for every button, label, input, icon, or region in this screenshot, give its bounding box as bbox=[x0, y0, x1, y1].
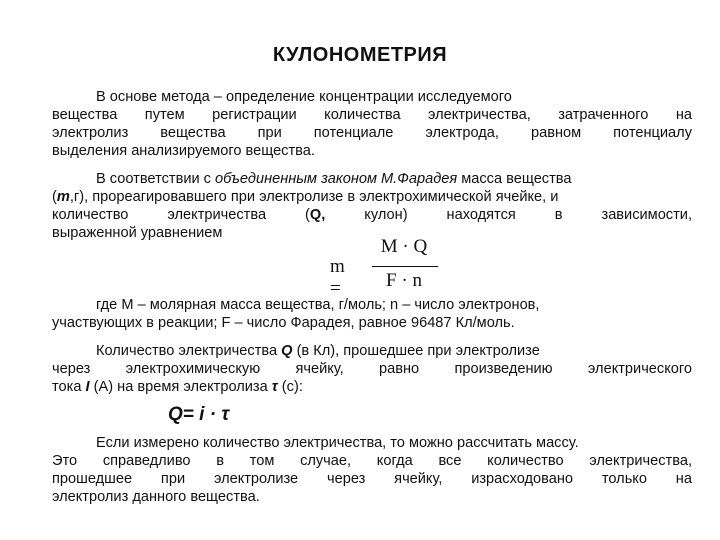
text-line: выраженной уравнением bbox=[52, 225, 223, 241]
text-line: выделения анализируемого вещества. bbox=[52, 143, 315, 159]
paragraph-charge bbox=[52, 342, 692, 396]
text-line: вещества путем регистрации количества электричества, затраченного на bbox=[52, 107, 692, 123]
paragraph-definitions bbox=[52, 296, 692, 332]
paragraph-conclusion bbox=[52, 434, 692, 506]
paragraph-method bbox=[52, 88, 692, 160]
text-line: В основе метода – определение концентрации исследуемого bbox=[96, 89, 512, 105]
text-line: (m,г), прореагировавшего при электролизе в электрохимической ячейке, и bbox=[52, 189, 559, 205]
text-line: прошедшее при электролизе через ячейку, израсходовано только на bbox=[52, 471, 692, 487]
text-line: электролиз данного вещества. bbox=[52, 489, 260, 505]
text-line: где М – молярная масса вещества, г/моль; n – число электронов, bbox=[96, 297, 540, 313]
formula-denominator: F · n bbox=[386, 270, 422, 291]
text-line: тока I (А) на время электролиза τ (с): bbox=[52, 379, 303, 395]
page-title: КУЛОНОМЕТРИЯ bbox=[272, 44, 448, 66]
text-line: участвующих в реакции; F – число Фарадея, равное 96487 Кл/моль. bbox=[52, 315, 515, 331]
charge-equation: Q= i · τ bbox=[168, 404, 230, 425]
text-line: через электрохимическую ячейку, равно произведению электрического bbox=[52, 361, 692, 377]
fraction-bar bbox=[372, 266, 438, 267]
paragraph-faraday-law bbox=[52, 170, 692, 242]
text-line: количество электричества (Q, кулон) находятся в зависимости, bbox=[52, 207, 692, 223]
charge-symbol: Q, bbox=[309, 207, 326, 223]
text-line: Количество электричества Q (в Кл), прошедшее при электролизе bbox=[96, 343, 540, 359]
law-name: объединенным законом М.Фарадея bbox=[215, 171, 458, 187]
text-line: электролиз вещества при потенциале электрода, равном потенциалу bbox=[52, 125, 692, 141]
formula-numerator: M · Q bbox=[380, 236, 428, 257]
text-line: Если измерено количество электричества, то можно рассчитать массу. bbox=[96, 435, 579, 451]
text-line: В соответствии с объединенным законом М.Фарадея масса вещества bbox=[96, 171, 572, 187]
mass-symbol: m bbox=[56, 189, 70, 205]
text-line: Это справедливо в том случае, когда все количество электричества, bbox=[52, 453, 692, 469]
formula-lhs: m = bbox=[330, 256, 345, 299]
